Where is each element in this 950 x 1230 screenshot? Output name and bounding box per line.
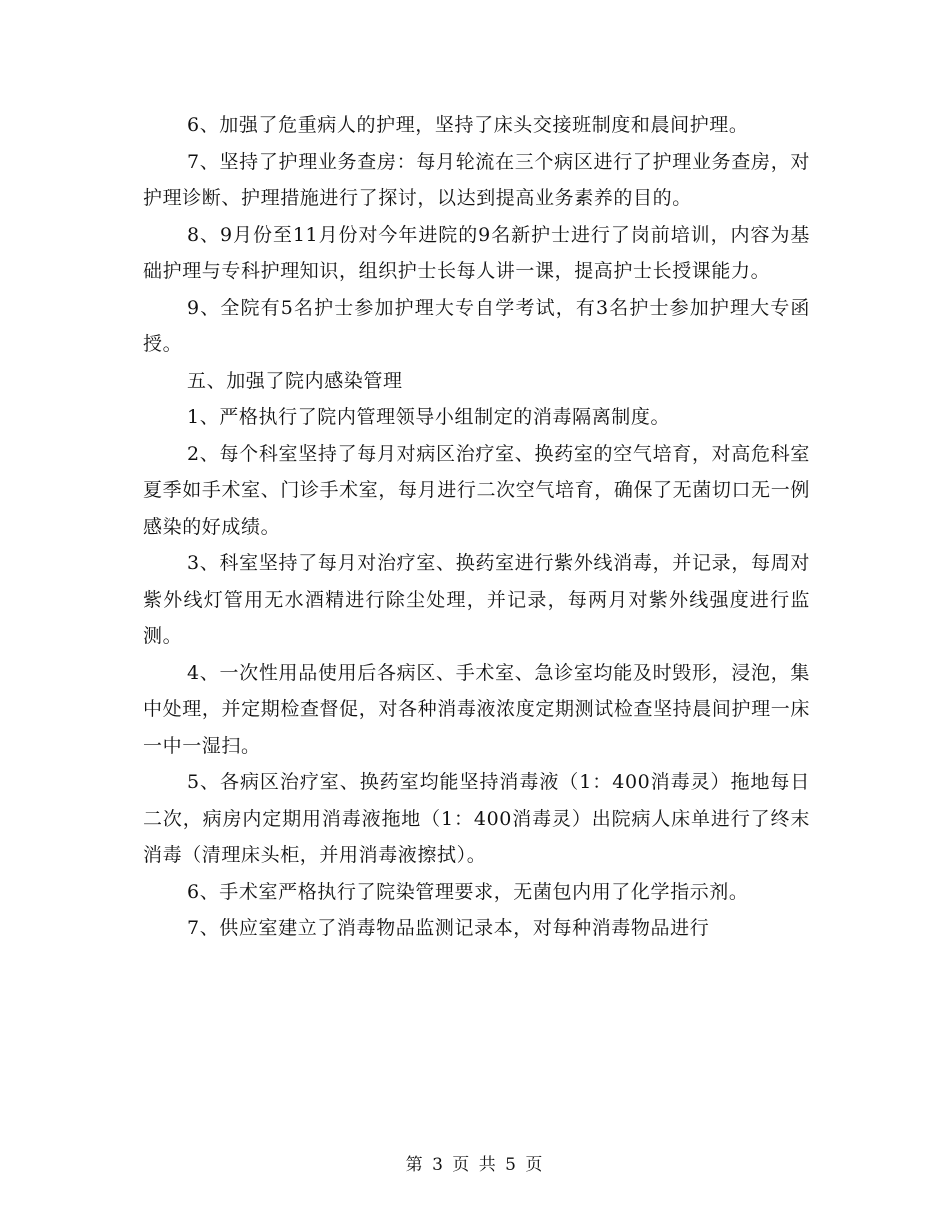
paragraph-item-6-critical-care: 6、加强了危重病人的护理，坚持了床头交接班制度和晨间护理。	[187, 114, 749, 136]
body-text	[143, 107, 810, 947]
paragraph-item-7-nursing-rounds: 7、坚持了护理业务查房：每月轮流在三个病区进行了护理业务查房，对护理诊断、护理措施进行了探讨，以达到提高业务素养的目的。	[143, 150, 810, 209]
paragraph-item-4-disposables: 4、一次性用品使用后各病区、手术室、急诊室均能及时毁形，浸泡，集中处理，并定期检查督促，对各种消毒液浓度定期测试检查坚持晨间护理一床一中一湿扫。	[143, 661, 810, 757]
paragraph-item-6-operating-room: 6、手术室严格执行了院染管理要求，无菌包内用了化学指示剂。	[187, 880, 749, 903]
paragraph-item-8-new-nurse-training: 8、9月份至11月份对今年进院的9名新护士进行了岗前培训，内容为基础护理与专科护理知识，组织护士长每人讲一课，提高护士长授课能力。	[143, 223, 810, 282]
paragraph-item-5-floor-disinfection: 5、各病区治疗室、换药室均能坚持消毒液（1：400消毒灵）拖地每日二次，病房内定期用消毒液拖地（1：400消毒灵）出院病人床单进行了终末消毒（清理床头柜，并用消毒液擦拭）。	[143, 771, 810, 866]
page-footer: 第 3 页 共 5 页	[405, 1155, 545, 1175]
paragraph-item-1-disinfection-rules: 1、严格执行了院内管理领导小组制定的消毒隔离制度。	[187, 406, 671, 428]
paragraph-item-2-air-culture: 2、每个科室坚持了每月对病区治疗室、换药室的空气培育，对高危科室夏季如手术室、门诊手术室，每月进行二次空气培育，确保了无菌切口无一例感染的好成绩。	[143, 442, 810, 538]
section-heading-infection-control: 五、加强了院内感染管理	[187, 369, 403, 392]
paragraph-item-7-supply-room: 7、供应室建立了消毒物品监测记录本，对每种消毒物品进行	[187, 917, 710, 939]
paragraph-item-9-nurse-education: 9、全院有5名护士参加护理大专自学考试，有3名护士参加护理大专函授。	[143, 296, 810, 355]
paragraph-item-3-uv-disinfection: 3、科室坚持了每月对治疗室、换药室进行紫外线消毒，并记录，每周对紫外线灯管用无水酒精进行除尘处理，并记录，每两月对紫外线强度进行监测。	[143, 552, 810, 647]
